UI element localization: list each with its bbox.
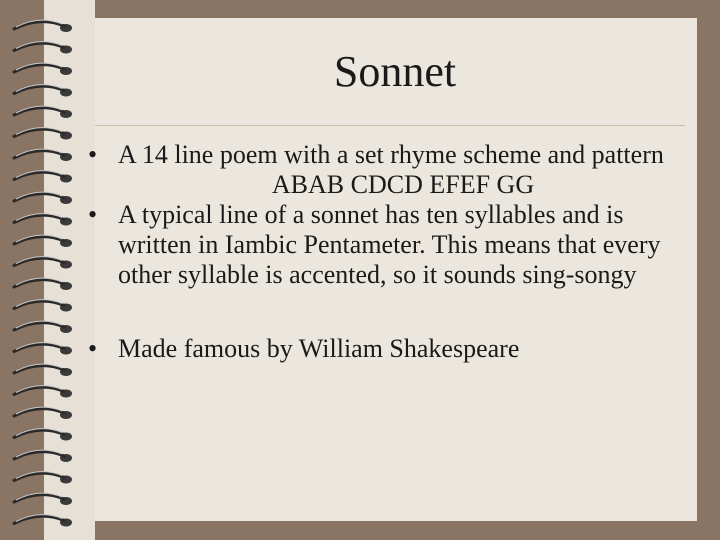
bullet-marker: • [88, 140, 98, 169]
spiral-ring [14, 20, 72, 32]
spiral-ring [14, 386, 72, 398]
spiral-ring [14, 128, 72, 140]
spiral-ring [14, 321, 72, 333]
spiral-binding-icon [0, 0, 95, 540]
spiral-ring [14, 493, 72, 505]
spiral-ring [14, 63, 72, 75]
spiral-ring [14, 343, 72, 355]
slide-body [88, 140, 688, 364]
slide-title: Sonnet [333, 47, 457, 96]
spiral-ring [14, 106, 72, 118]
spiral-ring [14, 450, 72, 462]
spiral-ring [14, 171, 72, 183]
spiral-ring [14, 235, 72, 247]
spiral-ring [14, 42, 72, 54]
spiral-ring [14, 472, 72, 484]
bullet-text: A typical line of a sonnet has ten syllables and is written in Iambic Pentameter. This means that every other syllable is accented, so it sounds sing-songy [118, 200, 661, 289]
title-divider [95, 125, 685, 126]
bullet-item [88, 334, 688, 364]
rhyme-scheme: ABAB CDCD EFEF GG [271, 170, 535, 199]
bullet-item [88, 140, 688, 170]
spiral-ring [14, 515, 72, 527]
spiral-ring [14, 85, 72, 97]
spiral-ring [14, 149, 72, 161]
spiral-ring [14, 407, 72, 419]
bullet-item [88, 200, 688, 290]
spiral-ring [14, 300, 72, 312]
spiral-ring [14, 214, 72, 226]
bullet-text: A 14 line poem with a set rhyme scheme and pattern [118, 140, 664, 169]
spiral-ring [14, 278, 72, 290]
spiral-ring [14, 429, 72, 441]
bullet-marker: • [88, 334, 98, 363]
bullet-marker: • [88, 200, 98, 229]
bullet-text: Made famous by William Shakespeare [118, 334, 520, 363]
spacer [88, 290, 688, 334]
spiral-ring [14, 257, 72, 269]
spiral-ring [14, 192, 72, 204]
spiral-ring [14, 364, 72, 376]
